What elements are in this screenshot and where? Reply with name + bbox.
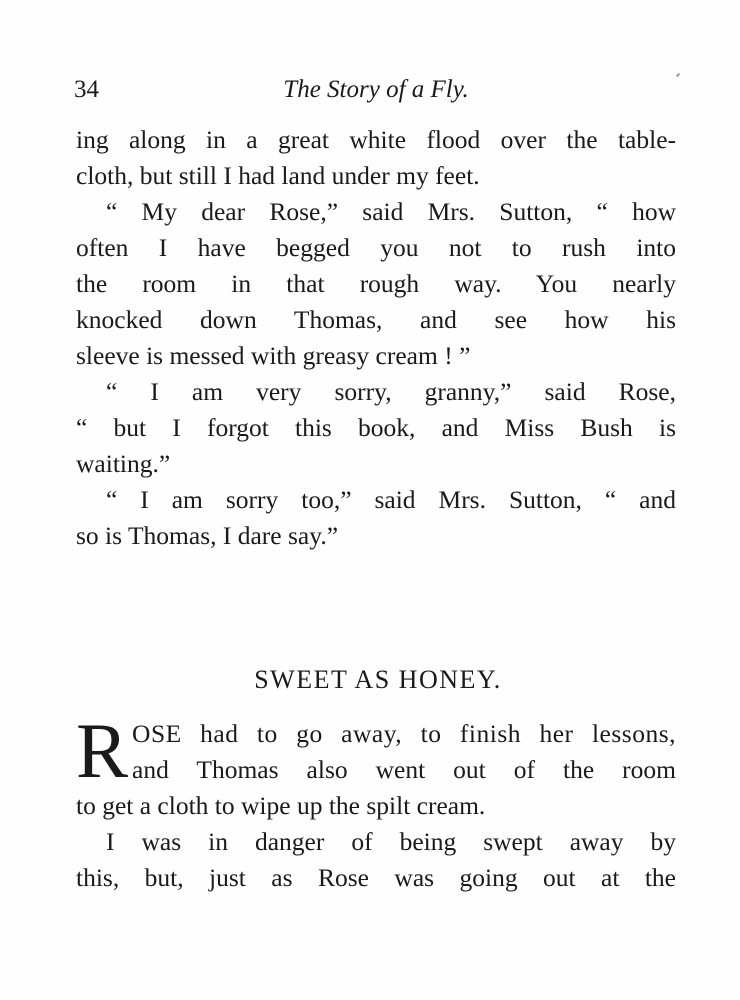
text-line: OSE had to go away, to finish her lessons, [132, 719, 676, 748]
text-line: often I have begged you not to rush into [76, 233, 676, 262]
text-line: this, but, just as Rose was going out at the [76, 863, 676, 892]
running-title: The Story of a Fly. [283, 76, 469, 103]
drop-cap: R [76, 707, 129, 794]
text-line: “ My dear Rose,” said Mrs. Sutton, “ how [106, 197, 676, 226]
text-line: ing along in a great white flood over the table- [76, 125, 676, 154]
text-line: sleeve is messed with greasy cream ! ” [76, 341, 471, 370]
text-line: and Thomas also went out of the room [132, 755, 676, 784]
section-heading: SWEET AS HONEY. [254, 665, 502, 694]
text-block-section [76, 707, 676, 896]
text-line: “ I am sorry too,” said Mrs. Sutton, “ and [106, 485, 676, 514]
text-line: so is Thomas, I dare say.” [76, 521, 339, 550]
text-line: cloth, but still I had land under my feet. [76, 161, 480, 190]
running-head [74, 70, 678, 110]
text-line: the room in that rough way. You nearly [76, 269, 676, 298]
text-line: knocked down Thomas, and see how his [76, 305, 676, 334]
text-block-continuation [76, 122, 676, 554]
text-line: “ I am very sorry, granny,” said Rose, [106, 377, 676, 406]
page-number: 34 [74, 76, 99, 103]
text-line: waiting.” [76, 449, 171, 478]
text-line: to get a cloth to wipe up the spilt cream. [76, 791, 486, 820]
text-line: “ but I forgot this book, and Miss Bush is [76, 413, 676, 442]
text-line: I was in danger of being swept away by [106, 827, 676, 856]
